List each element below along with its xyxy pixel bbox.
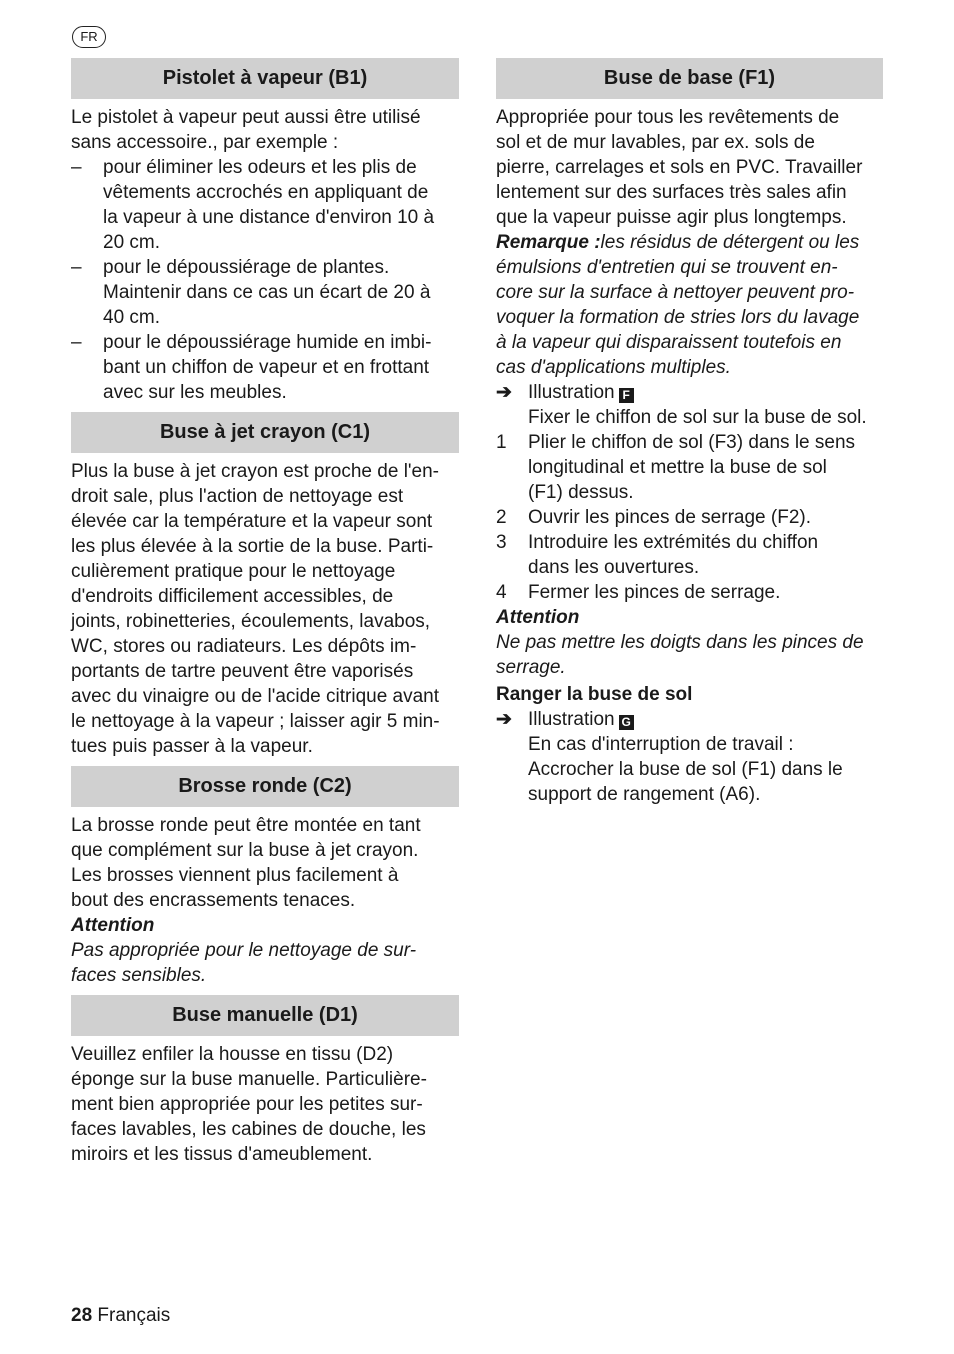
step-item: 4 Fermer les pinces de serrage. <box>496 582 781 603</box>
page-number: 28 <box>71 1305 93 1326</box>
list-item: – pour le dépoussiérage humide en imbi- bant un chiffon de vapeur et en frottant avec sur les meubles. <box>71 332 432 403</box>
floor-nozzle-text: Appropriée pour tous les revêtements de sol et de mur lavables, par ex. sols de pierre, carrelages et sols en PVC. Travailler lentement sur des surfaces très sales afin que la vapeur puisse agir plus longtemps. Remarque :les résidus de détergent ou les émulsions d'entretien qui se trouvent en- core sur la surface à nettoyer peuvent pro- voquer la formation de stries lors du lavage à la vapeur qui disparaissent toutefois en cas d'applications multiples. <box>496 105 883 380</box>
attention-label: Attention <box>71 915 155 936</box>
hand-nozzle-text: Veuillez enfiler la housse en tissu (D2) éponge sur la buse manuelle. Particulière- ment bien appropriée pour les petites sur- faces lavables, les cabines de douche, les miroirs et les tissus d'ameublement. <box>71 1044 427 1165</box>
arrow-right-icon: ➔ <box>496 382 512 403</box>
figure-f-icon: F <box>619 388 634 403</box>
step-item: 3 Introduire les extrémités du chiffon dans les ouvertures. <box>496 532 819 578</box>
section-title-hand-nozzle: Buse manuelle (D1) <box>71 995 459 1036</box>
round-brush-text: La brosse ronde peut être montée en tant que complément sur la buse à jet crayon. Les brosses viennent plus facilement à bout des encrassements tenaces. Attention Pas appropriée pour le nettoyage de sur- faces sensibles. <box>71 813 459 988</box>
subheading-store-nozzle: Ranger la buse de sol <box>496 684 693 705</box>
list-item: – pour éliminer les odeurs et les plis de vêtements accrochés en appliquant de la vapeur à une distance d'environ 10 à 20 cm. <box>71 157 435 253</box>
illustration-reference: ➔ Illustration G En cas d'interruption de travail : Accrocher la buse de sol (F1) dans le support de rangement (A6). <box>496 709 843 805</box>
intro-text: Le pistolet à vapeur peut aussi être utilisé sans accessoire., par exemple : <box>71 107 421 153</box>
section-title-floor-nozzle: Buse de base (F1) <box>496 58 883 99</box>
arrow-right-icon: ➔ <box>496 709 512 730</box>
remark-label: Remarque : <box>496 232 601 253</box>
section-title-pencil-nozzle: Buse à jet crayon (C1) <box>71 412 459 453</box>
list-item: – pour le dépoussiérage de plantes. Maintenir dans ce cas un écart de 20 à 40 cm. <box>71 257 431 328</box>
language-badge: FR <box>72 26 106 48</box>
illustration-reference: ➔ Illustration F Fixer le chiffon de sol sur la buse de sol. <box>496 382 867 428</box>
section-title-round-brush: Brosse ronde (C2) <box>71 766 459 807</box>
pencil-nozzle-text: Plus la buse à jet crayon est proche de l'en- droit sale, plus l'action de nettoyage est élevée car la température et la vapeur sont les plus élevée à la sortie de la buse. Parti- culièrement pratique pour le nettoyage d'endroits difficilement accessibles, de joints, robinetteries, écoulements, lavabos, WC, stores ou radiateurs. Les dépôts im- portants de tartre peuvent être vaporisés avec du vinaigre ou de l'acide citrique avant le nettoyage à la vapeur ; laisser agir 5 min- tues puis passer à la vapeur. <box>71 461 440 757</box>
figure-g-icon: G <box>619 715 634 730</box>
step-item: 2 Ouvrir les pinces de serrage (F2). <box>496 507 811 528</box>
right-column: Buse de base (F1) Appropriée pour tous les revêtements de sol et de mur lavables, par ex. sols de pierre, carrelages et sols en PVC. Travailler lentement sur des surfaces très sales afin que la vapeur puisse agir plus longtemps. Remarque :les résidus de détergent ou les émulsions d'entretien qui se trouvent en- core sur la surface à nettoyer peuvent pro- voquer la formation de stries lors du lavage à la vapeur qui disparaissent toutefois en cas d'applications multiples. ➔ Illustration F Fixer le chiffon de sol sur la buse de sol. 1 Plier le chiffon de sol (F3) dans le sens longitudinal et mettre la buse de sol (F1) dessus. 2 Ouvrir les pinces de serrage (F2). 3 Introduire les extrémités du chiffon dans les ouvertures. 4 Fermer les pinces de serrage. Attention Ne pas mettre les doigts dans les pinces de serrage. Ranger la buse de sol ➔ Illustration G En cas d'interruption de travail : Accrocher la buse de sol (F1) dans le support de rangement (A6). <box>496 58 883 807</box>
footer-language: Français <box>97 1305 171 1326</box>
step-item: 1 Plier le chiffon de sol (F3) dans le sens longitudinal et mettre la buse de sol (F1) dessus. <box>496 432 856 503</box>
page-footer <box>71 1303 170 1328</box>
left-column <box>71 58 459 1167</box>
remark: Remarque :les résidus de détergent ou les <box>496 232 860 253</box>
attention-label: Attention <box>496 607 580 628</box>
section-title-steam-gun: Pistolet à vapeur (B1) <box>71 58 459 99</box>
